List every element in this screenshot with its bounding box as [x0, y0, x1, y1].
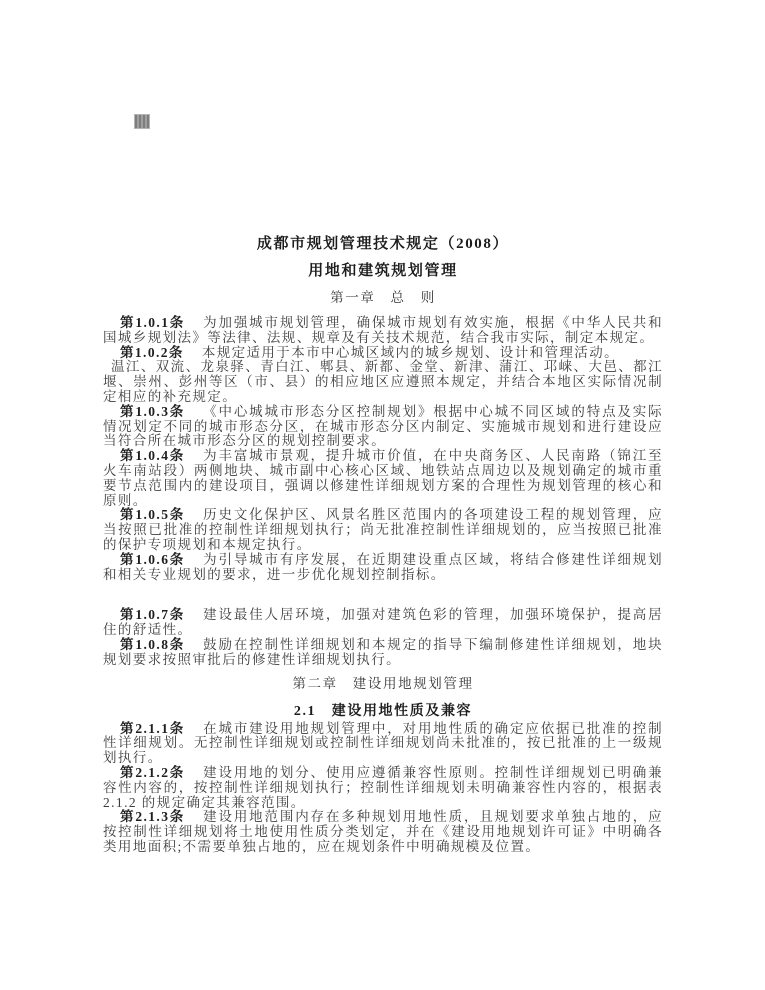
article-1-0-6: [103, 553, 663, 583]
chapter-1-heading: 第一章 总 则: [330, 290, 436, 305]
article-number: 第1.0.5条: [120, 507, 186, 523]
article-1-0-2-continuation: [103, 360, 663, 404]
image-placeholder-icon: [134, 114, 150, 129]
article-2-1-1: [103, 722, 663, 766]
article-1-0-8: [103, 638, 663, 668]
document-body: [103, 235, 663, 855]
article-text: 温江、双流、龙泉驿、青白江、郫县、新都、金堂、新津、蒲江、邛崃、大邑、都江堰、崇州、彭州等区（市、县）的相应地区应遵照本规定，并结合本地区实际情况制定相应的补充规定。: [103, 359, 663, 404]
article-text: 建设最佳人居环境，加强对建筑色彩的管理，加强环境保护，提高居住的舒适性。: [103, 607, 663, 638]
article-number: 第2.1.2条: [120, 764, 186, 780]
article-1-0-4: [103, 449, 663, 508]
article-number: 第1.0.4条: [120, 448, 186, 464]
article-number: 第1.0.8条: [120, 636, 186, 652]
article-number: 第1.0.2条: [120, 344, 184, 360]
article-number: 第1.0.3条: [120, 403, 186, 419]
article-text: 《中心城城市形态分区控制规划》根据中心城不同区域的特点及实际情况划定不同的城市形态分区，在城市形态分区内制定、实施城市规划和进行建设应当符合所在城市形态分区的规划控制要求。: [103, 403, 663, 449]
article-number: 第2.1.3条: [120, 809, 186, 825]
article-1-0-7: [103, 608, 663, 638]
article-text: 为丰富城市景观，提升城市价值，在中央商务区、人民南路（锦江至火车南站段）两侧地块、城市副中心核心区域、地铁站点周边以及规划确定的城市重要节点范围内的建设项目，强调以修建性详细规划方案的合理性为规划管理的核心和原则。: [103, 448, 663, 508]
document-subtitle: 用地和建筑规划管理: [308, 263, 458, 279]
article-text: 建设用地的划分、使用应遵循兼容性原则。控制性详细规划已明确兼容性内容的，按控制性详细规划执行；控制性详细规划未明确兼容性内容的，根据表 2.1.2 的规定确定其兼容范围。: [103, 764, 663, 810]
article-number: 第1.0.7条: [120, 607, 186, 623]
article-number: 第2.1.1条: [120, 720, 186, 736]
article-text: 鼓励在控制性详细规划和本规定的指导下编制修建性详细规划，地块规划要求按照审批后的修建性详细规划执行。: [103, 636, 663, 667]
article-number: 第1.0.6条: [120, 551, 186, 567]
article-1-0-3: [103, 405, 663, 449]
chapter-2-heading: 第二章 建设用地规划管理: [292, 675, 474, 691]
article-text: 为加强城市规划管理，确保城市规划有效实施，根据《中华人民共和国城乡规划法》等法律、法规、规章及有关技术规范，结合我市实际，制定本规定。: [103, 315, 663, 345]
article-text: 本规定适用于本市中心城区域内的城乡规划、设计和管理活动。: [201, 344, 620, 360]
article-text: 历史文化保护区、风景名胜区范围内的各项建设工程的规划管理，应当按照已批准的控制性详细规划执行；尚无批准控制性详细规划的，应当按照已批准的保护专项规划和本规定执行。: [103, 507, 663, 552]
article-text: 为引导城市有序发展，在近期建设重点区域，将结合修建性详细规划和相关专业规划的要求，进一步优化规划控制指标。: [103, 551, 663, 582]
document-title: 成都市规划管理技术规定（2008）: [256, 236, 510, 252]
article-2-1-2: [103, 766, 663, 810]
article-2-1-3: [103, 810, 663, 854]
section-2-1-heading: 2.1 建设用地性质及兼容: [293, 703, 473, 719]
article-1-0-1: [103, 316, 663, 346]
article-text: 建设用地范围内存在多种规划用地性质，且规划要求单独占地的，应按控制性详细规划将土地使用性质分类划定，并在《建设用地规划许可证》中明确各类用地面积;不需要单独占地的，应在规划条件中明确规模及位置。: [103, 809, 663, 854]
article-1-0-5: [103, 508, 663, 552]
article-text: 在城市建设用地规划管理中，对用地性质的确定应依据已批准的控制性详细规划。无控制性详细规划或控制性详细规划尚未批准的，按已批准的上一级规划执行。: [103, 720, 663, 766]
article-number: 第1.0.1条: [120, 315, 186, 330]
